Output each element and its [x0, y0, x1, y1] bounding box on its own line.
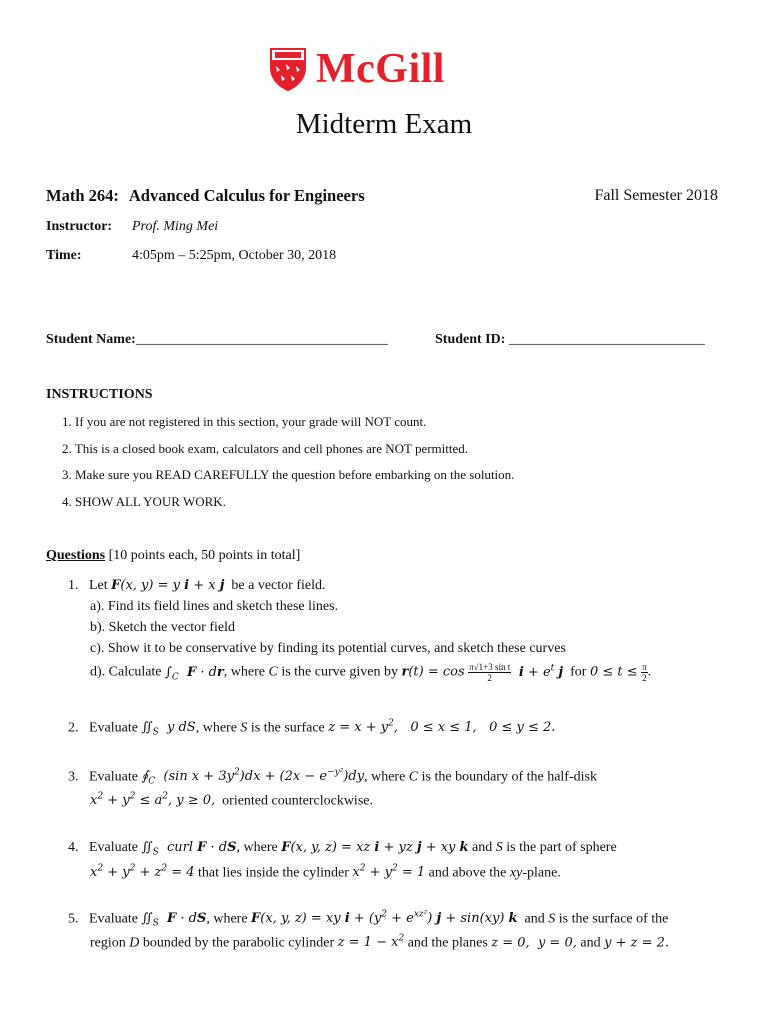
course-code: Math 264:: [46, 186, 119, 205]
instruction-item: 3. Make sure you READ CAREFULLY the question before embarking on the solution.: [62, 467, 515, 482]
fraction: $\frac{\text{π√1+3 sin t}}{2}$: [469, 662, 511, 683]
question-1a: a). Find its field lines and sketch these lines.: [90, 599, 339, 614]
student-name-field[interactable]: [46, 332, 388, 348]
course-name: Advanced Calculus for Engineers: [128, 186, 365, 205]
questions-title: Questions: [46, 548, 106, 563]
question-5-line2: region D bounded by the parabolic cylinder $z = 1 - x^2$ and the planes z = 0, y = 0, and y + z = 2.: [90, 934, 670, 951]
questions-heading: [46, 548, 300, 564]
question-3: 3. Evaluate $∮_C$ (sin $x + 3y^2)dx + (2x - e^{-y^2})dy$, where C is the boundary of the half-disk: [68, 768, 597, 787]
mcgill-logo: [268, 46, 445, 92]
instruction-item: 1. If you are not registered in this section, your grade will NOT count.: [62, 414, 427, 429]
student-id-label: Student ID:: [435, 332, 506, 347]
mcgill-crest-icon: [268, 46, 308, 92]
fraction: $\frac{\pi}{2}$: [642, 662, 647, 683]
student-name-label: Student Name:: [46, 332, 136, 347]
instructor-label: Instructor:: [46, 219, 113, 234]
instructor-name: Prof. Ming Mei: [132, 219, 219, 234]
question-number: 1.: [68, 578, 79, 593]
question-number: 3.: [68, 769, 79, 785]
question-4: 4. Evaluate $∬_S$ curl F · dS, where F(x, y, z) = xz i + yz j + xy k and S is the part of sphere: [68, 840, 617, 858]
question-number: 2.: [68, 720, 79, 736]
course-line: [46, 186, 365, 206]
time-label: Time:: [46, 248, 82, 263]
instruction-item: 4. SHOW ALL YOUR WORK.: [62, 494, 226, 509]
question-2: 2. Evaluate $∬_S$ y dS, where S is the surface $z = x + y^2$, 0 ≤ x ≤ 1, 0 ≤ y ≤ 2.: [68, 719, 556, 738]
semester: Fall Semester 2018: [594, 187, 718, 204]
questions-points: [10 points each, 50 points in total]: [108, 548, 301, 563]
question-3-line2: $x^2 + y^2 \le a^2$, y ≥ 0, oriented counterclockwise.: [90, 792, 373, 809]
instructions-heading: INSTRUCTIONS: [46, 387, 153, 402]
instruction-item: 2. This is a closed book exam, calculators and cell phones are NOT permitted.: [62, 441, 469, 456]
time-value: 4:05pm – 5:25pm, October 30, 2018: [132, 248, 337, 263]
question-number: 5.: [68, 911, 79, 927]
question-5: 5. Evaluate $∬_S$ F · dS, where F(x, y, z) = xy $i + (y^2 + e^{xz^2}) j + \sin(xy)$ k and S is the surface of the: [68, 910, 669, 929]
question-1c: c). Show it to be conservative by finding its potential curves, and sketch these curves: [90, 641, 566, 656]
student-name-blank[interactable]: ____________________________________: [135, 332, 388, 347]
student-id-blank[interactable]: ____________________________: [508, 332, 705, 347]
question-1: 1. Let F(x, y) = y i + x j be a vector field.: [68, 578, 326, 593]
page-title: Midterm Exam: [295, 108, 473, 140]
question-number: 4.: [68, 840, 79, 855]
logo-wordmark: McGill: [316, 46, 445, 92]
question-1b: b). Sketch the vector field: [90, 620, 236, 635]
question-1d: d). Calculate $\int_C$ F · dr, where C is the curve given by r(t) = cos $\frac{\text{π√1+3 sin t}}{2}$ $i + e^t$ j for 0 ≤ t ≤ $\frac{\pi}{2}$ .: [90, 662, 652, 683]
student-id-field[interactable]: [435, 332, 705, 348]
question-4-line2: $x^2 + y^2 + z^2 = 4$ that lies inside the cylinder $x^2 + y^2 = 1$ and above the xy-plane.: [90, 864, 561, 881]
